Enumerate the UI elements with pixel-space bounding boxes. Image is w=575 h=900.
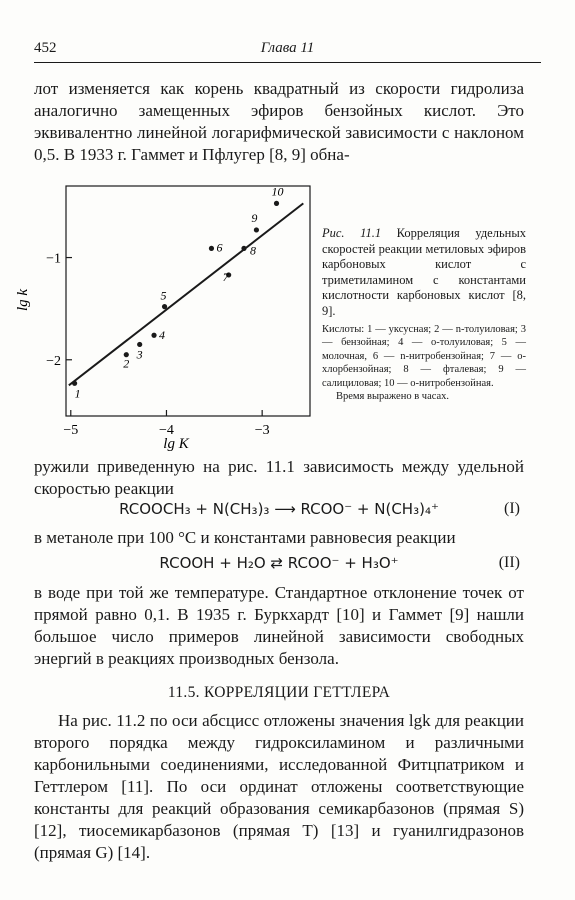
paragraph-3: в метаноле при 100 °С и константами равновесия реакции — [34, 528, 456, 547]
data-point — [274, 201, 279, 206]
y-tick-label: −1 — [46, 251, 61, 267]
y-axis-label: lg k — [15, 288, 31, 312]
y-ticks — [46, 252, 72, 369]
data-point — [151, 333, 156, 338]
data-point-label: 5 — [160, 288, 167, 303]
intro-paragraph: лот изменяется как корень квадратный из скорости гидролиза аналогично замещенных эфиров бензойных кислот. Это эквивалентно линейной логарифмической зависимости с наклоном 0,5. В 1933 г. Гаммет и Пфлугер [8, 9] обна- — [34, 79, 524, 164]
section-title: 11.5. КОРРЕЛЯЦИИ ГЕТТЛЕРА — [167, 684, 391, 701]
y-tick-label: −2 — [46, 353, 61, 369]
data-point-label: 6 — [216, 240, 223, 255]
data-point-label: 1 — [74, 386, 81, 401]
acids-legend: Кислоты: 1 — уксусная; 2 — n-толуиловая; 3 — бензойная; 4 — o-толуиловая; 5 — молочная, 6 — n-нитробензойная; 7 — o-хлорбензойная; 8 — фталевая; 9 — салициловая; 10 — o-нитробензойная. — [322, 323, 526, 389]
paragraph-2: ружили приведенную на рис. 11.1 зависимость между удельной скоростью реакции — [34, 457, 524, 498]
equation-1-body: RCOOCH₃ + N(CH₃)₃ ⟶ RCOO⁻ + N(CH₃)₄⁺ — [119, 500, 439, 518]
equation-1-number: (I) — [504, 500, 520, 517]
equation-2-body: RCOOH + H₂O ⇄ RCOO⁻ + H₃O⁺ — [159, 554, 399, 572]
data-point — [254, 227, 259, 232]
data-point-label: 8 — [249, 243, 256, 258]
data-point-label: 9 — [251, 210, 258, 225]
x-tick-label: −3 — [254, 423, 270, 438]
x-ticks — [63, 410, 269, 438]
data-point — [209, 246, 214, 251]
caption-text: Корреляция удельных скоростей реакции метиловых эфиров карбоновых кислот с триметиламином с константами кислотности карбоновых кислот [8, 9]. — [322, 226, 526, 318]
page-number: 452 — [34, 40, 57, 56]
x-tick-label: −5 — [63, 423, 79, 438]
time-note: Время выражено в часах. — [336, 391, 450, 403]
figure-caption — [322, 226, 526, 404]
chapter-title: Глава 11 — [260, 40, 315, 56]
fit-line — [69, 203, 303, 385]
plot-frame — [66, 186, 310, 416]
data-points — [72, 184, 283, 400]
x-axis-label: lg K — [163, 436, 189, 452]
paragraph-4: в воде при той же температуре. Стандартное отклонение точек от прямой равно 0,1. В 1935 г. Буркхардт [10] и Гаммет [9] нашли большое число примеров линейной зависимости свободных энергий в реакциях производных бензола. — [34, 583, 524, 668]
data-point — [72, 381, 77, 386]
paragraph-5: На рис. 11.2 по оси абсцисс отложены значения lgk для реакции второго порядка между гидроксиламином и различными карбонильными соединениями, исследованной Фитцпатриком и Геттлером [11]. По оси ординат отложены соответствующие константы для реакций образования семикарбазонов (прямая S) [12], тиосемикарбазонов (прямая T) [13] и гуанилгидразонов (прямая G) [14]. — [34, 711, 524, 862]
data-point-label: 4 — [159, 328, 166, 343]
equation-2-number: (II) — [498, 554, 520, 571]
data-point — [162, 304, 167, 309]
data-point — [241, 246, 246, 251]
data-point-label: 3 — [136, 347, 143, 362]
caption-number: Рис. 11.1 — [322, 226, 382, 240]
data-point-label: 2 — [123, 356, 130, 371]
equation-2 — [34, 552, 524, 576]
data-point-label: 10 — [271, 184, 284, 199]
data-point — [137, 342, 142, 347]
equation-1 — [34, 498, 524, 522]
x-tick-label: −4 — [159, 423, 174, 438]
data-point-label: 7 — [222, 269, 229, 284]
